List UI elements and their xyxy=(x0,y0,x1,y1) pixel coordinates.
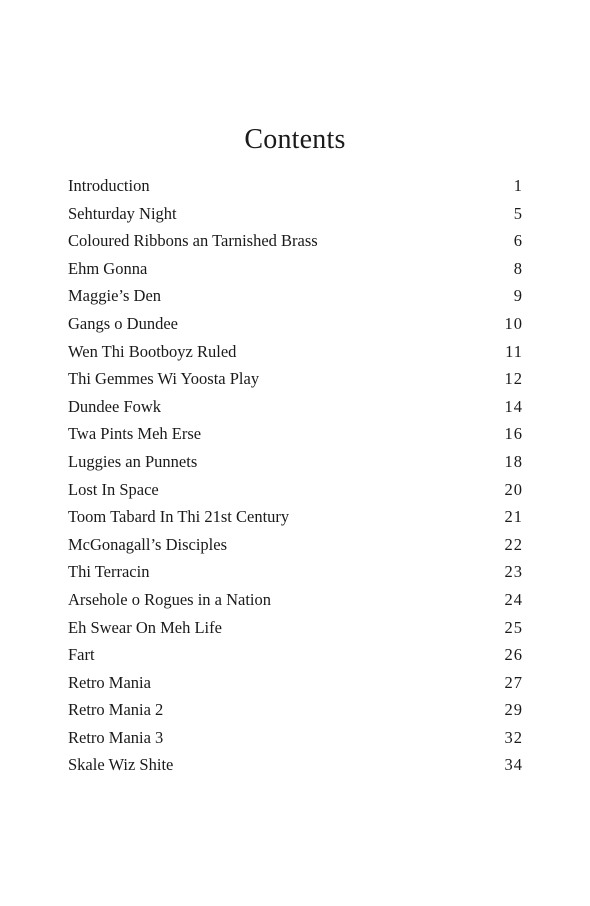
table-of-contents xyxy=(68,176,523,783)
toc-entry-page-number: 27 xyxy=(504,672,523,692)
toc-entry-page-number: 24 xyxy=(504,589,523,609)
toc-entry xyxy=(68,176,523,204)
toc-entry-title: Coloured Ribbons an Tarnished Brass xyxy=(68,231,318,251)
toc-entry xyxy=(68,728,523,756)
toc-entry-page-number: 6 xyxy=(513,231,523,251)
toc-entry-page-number: 32 xyxy=(504,727,523,747)
toc-entry-title: Dundee Fowk xyxy=(68,396,162,416)
toc-entry-page-number: 1 xyxy=(513,176,523,195)
toc-entry-title: Twa Pints Meh Erse xyxy=(68,424,202,444)
toc-entry-page-number: 22 xyxy=(504,534,523,554)
toc-entry-page-number: 5 xyxy=(513,203,523,223)
toc-entry-page-number: 11 xyxy=(505,341,523,361)
toc-entry xyxy=(68,562,523,590)
toc-entry-title: Sehturday Night xyxy=(68,203,177,223)
toc-entry-page-number: 20 xyxy=(504,479,523,499)
toc-entry-title: Wen Thi Bootboyz Ruled xyxy=(68,341,237,361)
toc-entry-title: McGonagall’s Disciples xyxy=(68,534,228,554)
toc-entry-page-number: 23 xyxy=(504,562,523,582)
toc-entry-page-number: 16 xyxy=(504,424,523,444)
toc-entry-title: Luggies an Punnets xyxy=(68,451,198,471)
toc-entry-page-number: 21 xyxy=(504,507,523,527)
toc-entry-title: Introduction xyxy=(68,176,150,195)
toc-entry-title: Thi Gemmes Wi Yoosta Play xyxy=(68,369,260,389)
toc-entry xyxy=(68,755,523,783)
toc-entry xyxy=(68,507,523,535)
toc-entry xyxy=(68,645,523,673)
toc-entry xyxy=(68,618,523,646)
toc-entry-title: Ehm Gonna xyxy=(68,258,148,278)
toc-entry-page-number: 14 xyxy=(504,396,523,416)
toc-entry xyxy=(68,590,523,618)
toc-entry xyxy=(68,231,523,259)
toc-entry xyxy=(68,700,523,728)
toc-entry xyxy=(68,204,523,232)
toc-entry-page-number: 10 xyxy=(504,313,523,333)
toc-entry xyxy=(68,369,523,397)
toc-entry-page-number: 25 xyxy=(504,617,523,637)
toc-entry xyxy=(68,342,523,370)
toc-entry-title: Eh Swear On Meh Life xyxy=(68,617,222,637)
toc-entry xyxy=(68,424,523,452)
toc-entry-title: Retro Mania 3 xyxy=(68,727,164,747)
toc-entry-title: Arsehole o Rogues in a Nation xyxy=(68,589,272,609)
toc-entry-page-number: 8 xyxy=(513,258,523,278)
toc-entry xyxy=(68,480,523,508)
toc-entry-title: Thi Terracin xyxy=(68,562,150,582)
toc-entry-page-number: 9 xyxy=(513,286,523,306)
toc-entry-page-number: 34 xyxy=(504,755,523,775)
toc-entry-title: Fart xyxy=(68,645,95,665)
toc-entry-title: Skale Wiz Shite xyxy=(68,755,174,775)
toc-entry xyxy=(68,286,523,314)
toc-entry xyxy=(68,673,523,701)
toc-entry xyxy=(68,535,523,563)
toc-entry-title: Retro Mania xyxy=(68,672,151,692)
toc-entry xyxy=(68,259,523,287)
toc-entry-title: Maggie’s Den xyxy=(68,286,162,306)
toc-entry xyxy=(68,397,523,425)
toc-entry-page-number: 29 xyxy=(504,700,523,720)
toc-entry-title: Retro Mania 2 xyxy=(68,700,164,720)
toc-entry-page-number: 18 xyxy=(504,451,523,471)
toc-entry-page-number: 12 xyxy=(504,369,523,389)
page-title: Contents xyxy=(244,124,346,155)
toc-entry xyxy=(68,452,523,480)
toc-entry xyxy=(68,314,523,342)
toc-entry-title: Lost In Space xyxy=(68,479,159,499)
toc-entry-title: Gangs o Dundee xyxy=(68,313,178,333)
toc-entry-title: Toom Tabard In Thi 21st Century xyxy=(68,507,290,527)
toc-entry-page-number: 26 xyxy=(504,645,523,665)
